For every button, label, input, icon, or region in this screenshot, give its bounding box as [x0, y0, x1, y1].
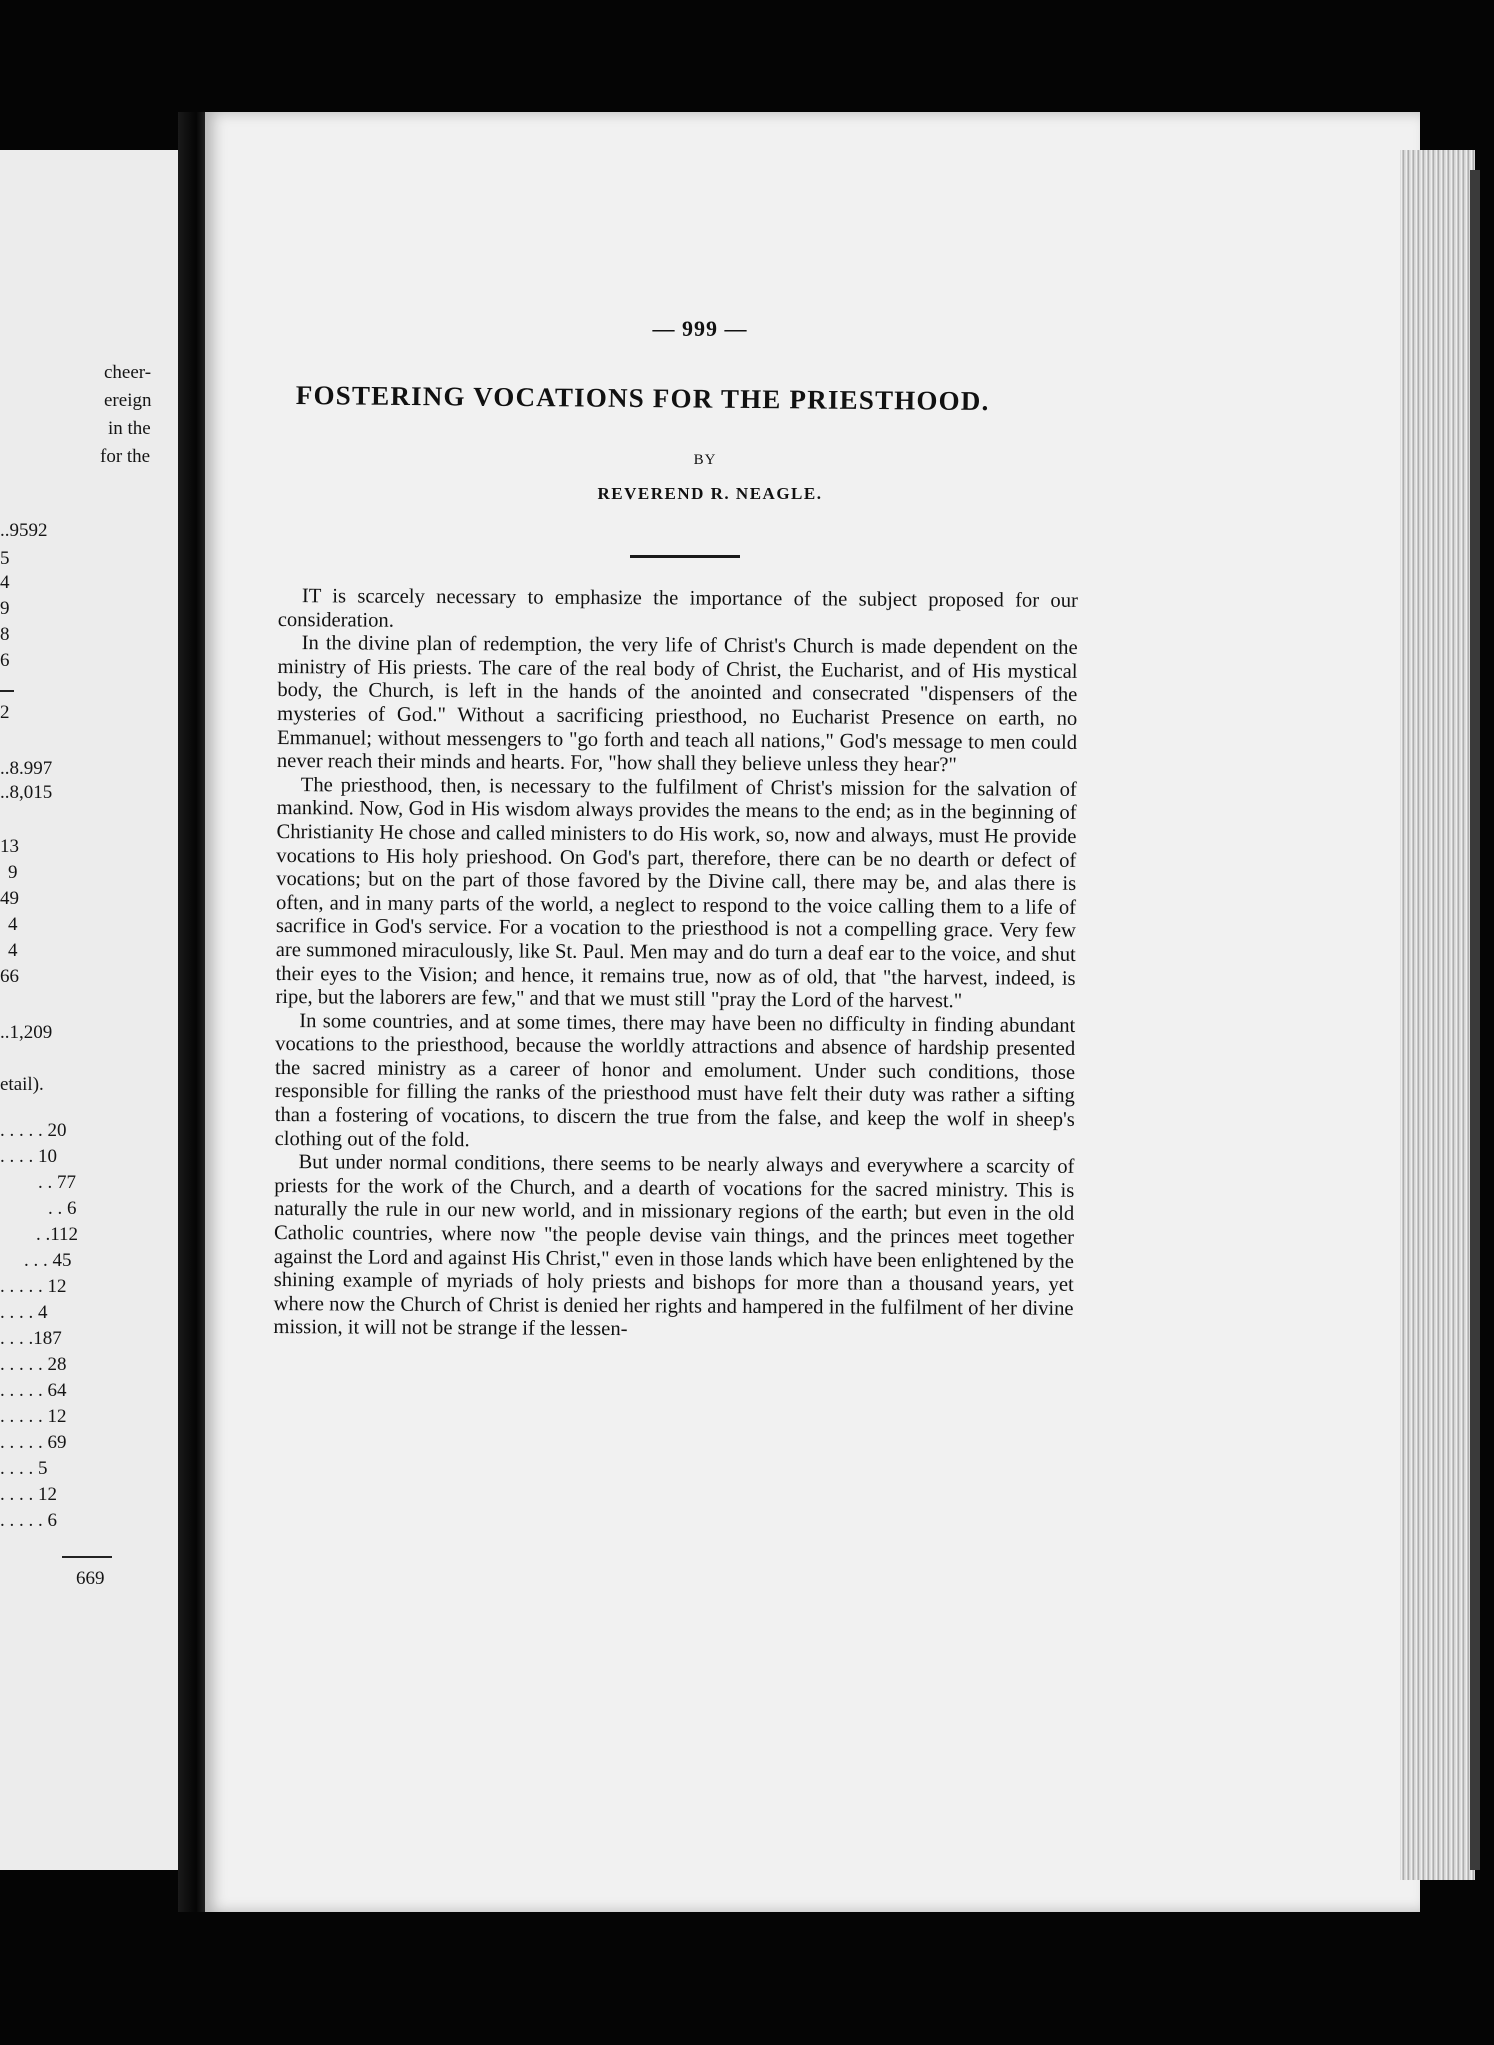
- left-page-line: . . . . . 69: [0, 1432, 67, 1453]
- paragraph: IT is scarcely necessary to emphasize the importance of the subject proposed for our consideration.: [277, 585, 1078, 632]
- left-page-line: ..1,209: [0, 1022, 53, 1043]
- left-page-line: 5: [0, 548, 10, 569]
- left-page-line: ..9592: [0, 520, 48, 541]
- paragraph: But under normal conditions, there seems to be nearly always and everywhere a scarcity of priests for the work of the Church, and a dearth of vocations for the sacred ministry. This is naturally the rule in our new world, and in missionary regions of the earth; but even in the old Catholic countries, where now "the people devise vain things, and the princes meet together against the Lord and against His Christ," even in those lands which have been enlightened by the shining example of myriads of holy priests and bishops for more than a thousand years, yet where now the Church of Christ is denied her rights and hampered in the fulfilment of her divine mission, it will not be strange if the lessen-: [273, 1151, 1075, 1341]
- left-page-fragment: [0, 0, 178, 2045]
- page-number: — 999 —: [652, 316, 748, 341]
- article-body: [273, 585, 1078, 1345]
- byline: BY: [693, 452, 717, 468]
- left-page-line: 2: [0, 702, 10, 723]
- left-rule: [0, 690, 14, 692]
- left-page-line: 9: [8, 862, 18, 883]
- left-page-line: . . . . . 20: [0, 1120, 67, 1141]
- left-page-line: . .112: [36, 1224, 79, 1245]
- page-edges: [1400, 150, 1475, 1880]
- left-page-line: ereign: [104, 390, 152, 411]
- left-page-line: . . . . 12: [0, 1484, 57, 1505]
- left-page-line: etail).: [0, 1074, 44, 1095]
- book-gutter: [178, 112, 208, 1912]
- left-page-line: 4: [8, 914, 18, 935]
- left-page-line: . . . . 10: [0, 1146, 57, 1167]
- left-rule: [62, 1556, 112, 1558]
- left-page-line: cheer-: [104, 362, 152, 383]
- paragraph: The priesthood, then, is necessary to the fulfilment of Christ's mission for the salvation of mankind. Now, God in His wisdom always provides the means to the end; as in the beginning of Christianity He chose and called ministers to do His work, so, now and always, must He provide vocations to His holy prieshood. On God's part, therefore, there can be no dearth or defect of vocations; but on the part of those favored by the Divine call, there may be, and alas there is often, and in many parts of the world, a neglect to respond to the voice calling them to a life of sacrifice in God's service. For a vocation to the priesthood is not a compelling grace. Very few are summoned miraculously, like St. Paul. Men may and do turn a deaf ear to the voice, and shut their eyes to the Vision; and hence, it remains true, now as of old, that "the harvest, indeed, is ripe, but the laborers are few," and that we must still "pray the Lord of the harvest.": [275, 773, 1077, 1013]
- left-page-line: 4: [0, 572, 10, 593]
- left-page-line: . . 77: [38, 1172, 76, 1193]
- left-page-line: . . . . . 12: [0, 1406, 67, 1427]
- left-page-line: 6: [0, 650, 10, 671]
- left-page-line: . . . . 4: [0, 1302, 48, 1323]
- left-page-line: . . . . . 6: [0, 1510, 57, 1531]
- left-page-line: . . . . 5: [0, 1458, 48, 1479]
- article-title: FOSTERING VOCATIONS FOR THE PRIESTHOOD.: [295, 380, 990, 417]
- left-page-line: . . . 45: [24, 1250, 72, 1271]
- paragraph: In the divine plan of redemption, the very life of Christ's Church is made dependent on the ministry of His priests. The care of the real body of Christ, the Eucharist, and of His mystical body, the Church, is left in the hands of the anointed and consecrated "dispensers of the mysteries of God." Without a sacrificing priesthood, no Eucharist Presence on earth, no Emmanuel; without messengers to "go forth and teach all nations," God's message to men could never reach their minds and hearts. For, "how shall they believe unless they hear?": [276, 632, 1078, 777]
- left-page-line: . . . .187: [0, 1328, 62, 1349]
- left-page-line: 13: [0, 836, 19, 857]
- left-page-line: 66: [0, 966, 19, 987]
- page-edges-shadow: [1470, 170, 1480, 1870]
- title-divider: [630, 555, 740, 558]
- left-page-line: ..8,015: [0, 782, 53, 803]
- author-name: REVEREND R. NEAGLE.: [597, 484, 823, 503]
- left-page-line: for the: [100, 446, 151, 467]
- left-page-line: . . 6: [48, 1198, 77, 1219]
- left-page-line: . . . . . 12: [0, 1276, 67, 1297]
- left-page-line: 8: [0, 624, 10, 645]
- left-page-line: 669: [76, 1568, 105, 1589]
- left-page-line: ..8.997: [0, 758, 53, 779]
- left-page-line: 9: [0, 598, 10, 619]
- left-page-line: . . . . . 28: [0, 1354, 67, 1375]
- left-page-line: 4: [8, 940, 18, 961]
- left-page-line: . . . . . 64: [0, 1380, 67, 1401]
- left-page-line: in the: [108, 418, 151, 439]
- paragraph: In some countries, and at some times, there may have been no difficulty in finding abundant vocations to the priesthood, because the worldly attractions and absence of hardship presented the sacred ministry as a career of honor and emolument. Under such conditions, those responsible for filling the ranks of the priesthood must have felt their duty was rather a sifting than a fostering of vocations, to discern the true from the false, and keep the wolf in sheep's clothing out of the fold.: [274, 1009, 1076, 1151]
- left-page-line: 49: [0, 888, 19, 909]
